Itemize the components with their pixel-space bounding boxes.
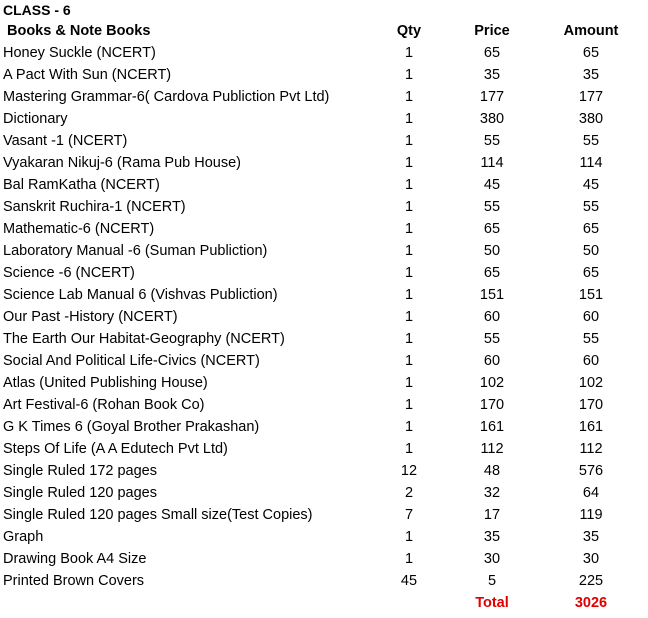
amount-cell: 151 bbox=[578, 287, 604, 303]
table-row bbox=[0, 64, 648, 86]
table-row bbox=[0, 570, 648, 592]
amount-cell: 161 bbox=[578, 419, 604, 435]
amount-cell: 55 bbox=[582, 133, 600, 149]
table-row bbox=[0, 306, 648, 328]
qty-cell: 1 bbox=[404, 221, 414, 237]
table-row bbox=[0, 394, 648, 416]
book-name-cell: A Pact With Sun (NCERT) bbox=[3, 67, 172, 83]
qty-cell: 1 bbox=[404, 419, 414, 435]
qty-cell: 1 bbox=[404, 111, 414, 127]
qty-cell: 1 bbox=[404, 45, 414, 61]
book-name-cell: Bal RamKatha (NCERT) bbox=[3, 177, 160, 193]
qty-cell: 1 bbox=[404, 353, 414, 369]
table-row bbox=[0, 460, 648, 482]
price-cell: 65 bbox=[483, 221, 501, 237]
table-row bbox=[0, 196, 648, 218]
book-name-cell: Social And Political Life-Civics (NCERT) bbox=[3, 353, 260, 369]
price-cell: 17 bbox=[483, 507, 501, 523]
price-cell: 380 bbox=[479, 111, 505, 127]
total-amount: 3026 bbox=[574, 595, 608, 611]
table-row bbox=[0, 42, 648, 64]
qty-cell: 1 bbox=[404, 287, 414, 303]
price-cell: 102 bbox=[479, 375, 505, 391]
book-name-cell: Printed Brown Covers bbox=[3, 573, 145, 589]
qty-cell: 2 bbox=[404, 485, 414, 501]
price-cell: 114 bbox=[480, 155, 504, 171]
price-cell: 35 bbox=[483, 529, 501, 545]
qty-cell: 1 bbox=[404, 397, 414, 413]
book-name-cell: Laboratory Manual -6 (Suman Publiction) bbox=[3, 243, 268, 259]
book-name-cell: Vasant -1 (NCERT) bbox=[3, 133, 128, 149]
class-title: CLASS - 6 bbox=[3, 2, 71, 18]
qty-cell: 1 bbox=[404, 529, 414, 545]
book-name-cell: Our Past -History (NCERT) bbox=[3, 309, 178, 325]
total-empty-cell bbox=[368, 592, 450, 614]
amount-cell: 114 bbox=[579, 155, 603, 171]
table-row bbox=[0, 372, 648, 394]
qty-cell: 1 bbox=[404, 309, 414, 325]
price-cell: 170 bbox=[479, 397, 505, 413]
price-cell: 35 bbox=[483, 67, 501, 83]
book-name-cell: Sanskrit Ruchira-1 (NCERT) bbox=[3, 199, 186, 215]
amount-cell: 177 bbox=[578, 89, 604, 105]
book-name-cell: Atlas (United Publishing House) bbox=[3, 375, 208, 391]
qty-cell: 1 bbox=[404, 331, 414, 347]
amount-cell: 60 bbox=[582, 309, 600, 325]
amount-cell: 65 bbox=[582, 221, 600, 237]
book-name-cell: Mastering Grammar-6( Cardova Publiction Pvt Ltd) bbox=[3, 89, 330, 105]
book-name-cell: Honey Suckle (NCERT) bbox=[3, 45, 156, 61]
amount-cell: 380 bbox=[578, 111, 604, 127]
book-name-cell: Drawing Book A4 Size bbox=[3, 551, 147, 567]
qty-cell: 1 bbox=[404, 243, 414, 259]
amount-cell: 576 bbox=[578, 463, 604, 479]
amount-cell: 119 bbox=[579, 507, 603, 523]
book-list-table bbox=[0, 20, 648, 614]
header-books: Books & Note Books bbox=[7, 23, 151, 39]
price-cell: 48 bbox=[483, 463, 501, 479]
amount-cell: 55 bbox=[582, 331, 600, 347]
table-row bbox=[0, 174, 648, 196]
qty-cell: 7 bbox=[404, 507, 414, 523]
qty-cell: 1 bbox=[404, 199, 414, 215]
amount-cell: 60 bbox=[582, 353, 600, 369]
book-name-cell: Art Festival-6 (Rohan Book Co) bbox=[3, 397, 205, 413]
book-name-cell: Dictionary bbox=[3, 111, 68, 127]
price-cell: 177 bbox=[479, 89, 505, 105]
price-cell: 50 bbox=[483, 243, 501, 259]
book-name-cell: G K Times 6 (Goyal Brother Prakashan) bbox=[3, 419, 260, 435]
price-cell: 30 bbox=[483, 551, 501, 567]
book-name-cell: Graph bbox=[3, 529, 44, 545]
price-cell: 60 bbox=[483, 353, 501, 369]
book-name-cell: Science Lab Manual 6 (Vishvas Publiction) bbox=[3, 287, 278, 303]
qty-cell: 1 bbox=[404, 441, 414, 457]
qty-cell: 1 bbox=[404, 265, 414, 281]
amount-cell: 112 bbox=[579, 441, 603, 457]
book-name-cell: Science -6 (NCERT) bbox=[3, 265, 135, 281]
amount-cell: 65 bbox=[582, 265, 600, 281]
table-row bbox=[0, 240, 648, 262]
price-cell: 151 bbox=[479, 287, 505, 303]
price-cell: 32 bbox=[483, 485, 501, 501]
amount-cell: 35 bbox=[582, 529, 600, 545]
qty-cell: 45 bbox=[400, 573, 418, 589]
amount-cell: 55 bbox=[582, 199, 600, 215]
qty-cell: 1 bbox=[404, 551, 414, 567]
table-row bbox=[0, 86, 648, 108]
book-name-cell: Single Ruled 120 pages Small size(Test Copies) bbox=[3, 507, 313, 523]
total-empty-cell bbox=[0, 592, 368, 614]
qty-cell: 1 bbox=[404, 375, 414, 391]
table-row bbox=[0, 482, 648, 504]
amount-cell: 30 bbox=[582, 551, 600, 567]
price-cell: 60 bbox=[483, 309, 501, 325]
table-row bbox=[0, 108, 648, 130]
total-row bbox=[0, 592, 648, 614]
qty-cell: 1 bbox=[404, 133, 414, 149]
table-row bbox=[0, 328, 648, 350]
amount-cell: 65 bbox=[582, 45, 600, 61]
price-cell: 45 bbox=[483, 177, 501, 193]
qty-cell: 1 bbox=[404, 177, 414, 193]
table-row bbox=[0, 416, 648, 438]
price-cell: 55 bbox=[483, 199, 501, 215]
amount-cell: 102 bbox=[578, 375, 604, 391]
table-row bbox=[0, 284, 648, 306]
price-cell: 55 bbox=[483, 331, 501, 347]
price-cell: 5 bbox=[487, 573, 497, 589]
header-amount: Amount bbox=[563, 23, 619, 39]
book-name-cell: The Earth Our Habitat-Geography (NCERT) bbox=[3, 331, 285, 347]
table-row bbox=[0, 152, 648, 174]
table-row bbox=[0, 218, 648, 240]
table-row bbox=[0, 438, 648, 460]
table-row bbox=[0, 130, 648, 152]
qty-cell: 1 bbox=[404, 89, 414, 105]
amount-cell: 170 bbox=[578, 397, 604, 413]
amount-cell: 35 bbox=[582, 67, 600, 83]
book-name-cell: Vyakaran Nikuj-6 (Rama Pub House) bbox=[3, 155, 242, 171]
header-price: Price bbox=[474, 23, 510, 39]
amount-cell: 50 bbox=[582, 243, 600, 259]
price-cell: 55 bbox=[483, 133, 501, 149]
header-qty: Qty bbox=[396, 23, 422, 39]
qty-cell: 1 bbox=[404, 67, 414, 83]
amount-cell: 45 bbox=[582, 177, 600, 193]
table-row bbox=[0, 350, 648, 372]
table-row bbox=[0, 548, 648, 570]
table-header-row bbox=[0, 20, 648, 42]
book-name-cell: Steps Of Life (A A Edutech Pvt Ltd) bbox=[3, 441, 228, 457]
price-cell: 112 bbox=[480, 441, 504, 457]
amount-cell: 64 bbox=[582, 485, 600, 501]
price-cell: 65 bbox=[483, 265, 501, 281]
price-cell: 65 bbox=[483, 45, 501, 61]
table-row bbox=[0, 262, 648, 284]
total-label: Total bbox=[475, 595, 509, 611]
table-row bbox=[0, 504, 648, 526]
qty-cell: 1 bbox=[404, 155, 414, 171]
amount-cell: 225 bbox=[578, 573, 604, 589]
table-body bbox=[0, 42, 648, 592]
table-row bbox=[0, 526, 648, 548]
qty-cell: 12 bbox=[400, 463, 418, 479]
book-name-cell: Mathematic-6 (NCERT) bbox=[3, 221, 155, 237]
price-cell: 161 bbox=[479, 419, 505, 435]
book-name-cell: Single Ruled 172 pages bbox=[3, 463, 157, 479]
book-name-cell: Single Ruled 120 pages bbox=[3, 485, 157, 501]
